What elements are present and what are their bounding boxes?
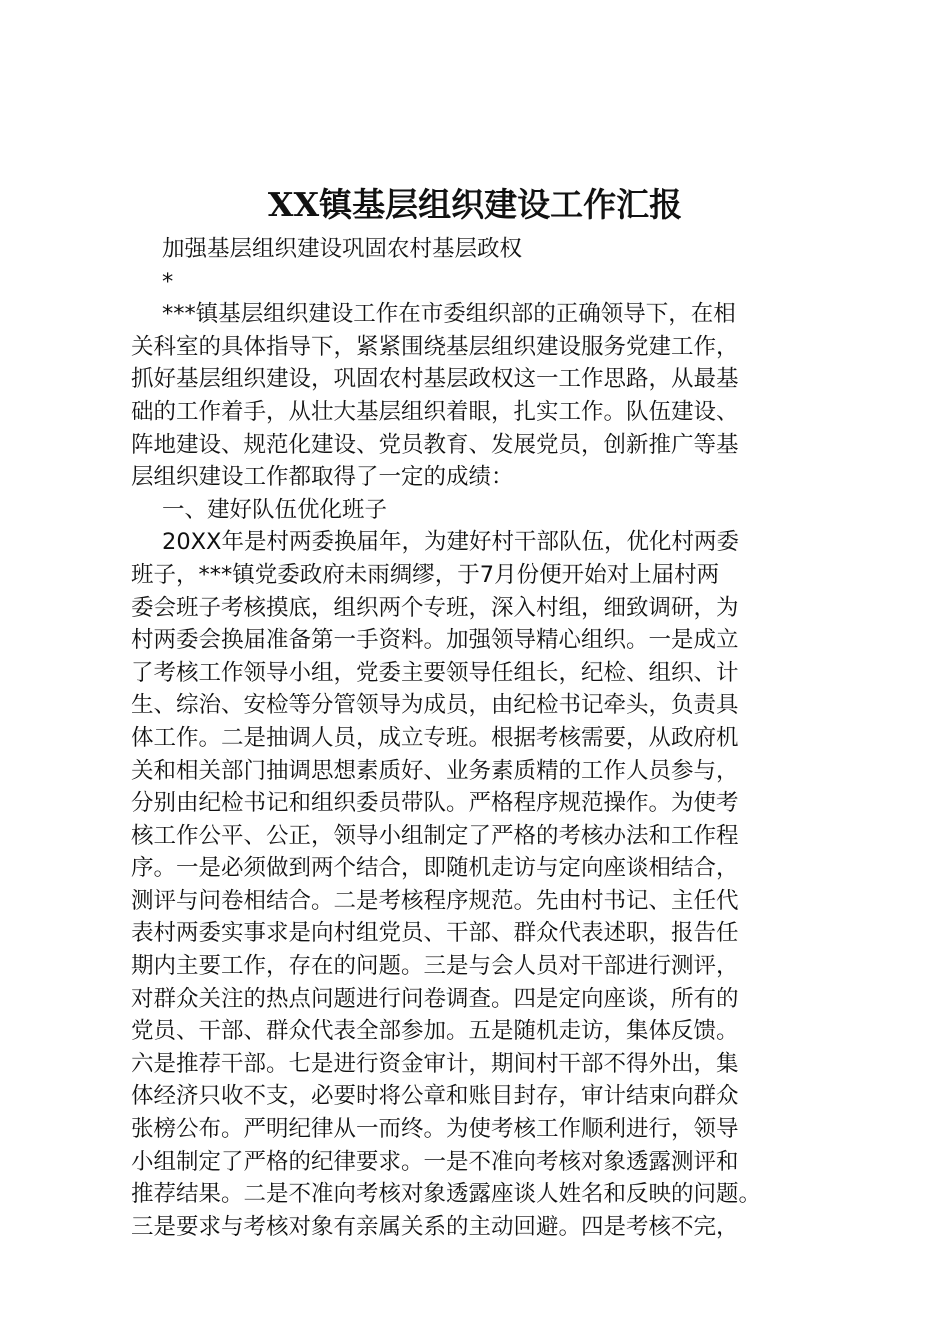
document-title: XX镇基层组织建设工作汇报 (267, 185, 683, 224)
paragraph-line: 表村两委实事求是向村组党员、干部、群众代表述职，报告任 (131, 920, 739, 947)
paragraph-line: 党员、干部、群众代表全部参加。五是随机走访，集体反馈。 (131, 1018, 739, 1045)
paragraph-line: 对群众关注的热点问题进行问卷调查。四是定向座谈，所有的 (131, 985, 739, 1012)
paragraph-line: 期内主要工作，存在的问题。三是与会人员对干部进行测评， (131, 953, 739, 980)
paragraph-line: 抓好基层组织建设，巩固农村基层政权这一工作思路，从最基 (131, 366, 739, 393)
paragraph-line: 层组织建设工作都取得了一定的成绩： (131, 464, 514, 491)
paragraph-line: ***镇基层组织建设工作在市委组织部的正确领导下，在相 (162, 301, 736, 328)
paragraph-line: 小组制定了严格的纪律要求。一是不准向考核对象透露测评和 (131, 1148, 739, 1175)
paragraph-line: 村两委会换届准备第一手资料。加强领导精心组织。一是成立 (131, 627, 739, 654)
section-marker: * (162, 268, 174, 295)
paragraph-line: 核工作公平、公正，领导小组制定了严格的考核办法和工作程 (131, 822, 739, 849)
paragraph-line: 推荐结果。二是不准向考核对象透露座谈人姓名和反映的问题。 (131, 1181, 762, 1208)
paragraph-line: 分别由纪检书记和组织委员带队。严格程序规范操作。为使考 (131, 790, 739, 817)
paragraph-line: 委会班子考核摸底，组织两个专班，深入村组，细致调研，为 (131, 594, 739, 621)
subtitle: 加强基层组织建设巩固农村基层政权 (162, 236, 523, 262)
paragraph-line: 六是推荐干部。七是进行资金审计，期间村干部不得外出，集 (131, 1050, 739, 1077)
paragraph-line: 阵地建设、规范化建设、党员教育、发展党员，创新推广等基 (131, 431, 739, 458)
paragraph-line: 体工作。二是抽调人员，成立专班。根据考核需要，从政府机 (131, 724, 739, 751)
paragraph-line: 关和相关部门抽调思想素质好、业务素质精的工作人员参与， (131, 757, 739, 784)
paragraph-line: 20XX年是村两委换届年，为建好村干部队伍，优化村两委 (162, 529, 739, 556)
paragraph-line: 了考核工作领导小组，党委主要领导任组长，纪检、组织、计 (131, 659, 739, 686)
paragraph-line: 测评与问卷相结合。二是考核程序规范。先由村书记、主任代 (131, 887, 739, 914)
paragraph-line: 关科室的具体指导下，紧紧围绕基层组织建设服务党建工作， (131, 333, 739, 360)
paragraph-line: 班子，***镇党委政府未雨绸缪，于7月份便开始对上届村两 (131, 561, 720, 588)
paragraph-line: 三是要求与考核对象有亲属关系的主动回避。四是考核不完， (131, 1213, 739, 1240)
paragraph-line: 生、综治、安检等分管领导为成员，由纪检书记牵头，负责具 (131, 692, 739, 719)
paragraph-line: 序。一是必须做到两个结合，即随机走访与定向座谈相结合， (131, 855, 739, 882)
paragraph-line: 张榜公布。严明纪律从一而终。为使考核工作顺利进行，领导 (131, 1116, 739, 1143)
section-heading: 一、建好队伍优化班子 (162, 496, 388, 523)
paragraph-line: 体经济只收不支，必要时将公章和账目封存，审计结束向群众 (131, 1083, 739, 1110)
document-body (131, 233, 831, 1243)
paragraph-line: 础的工作着手，从壮大基层组织着眼，扎实工作。队伍建设、 (131, 398, 739, 425)
